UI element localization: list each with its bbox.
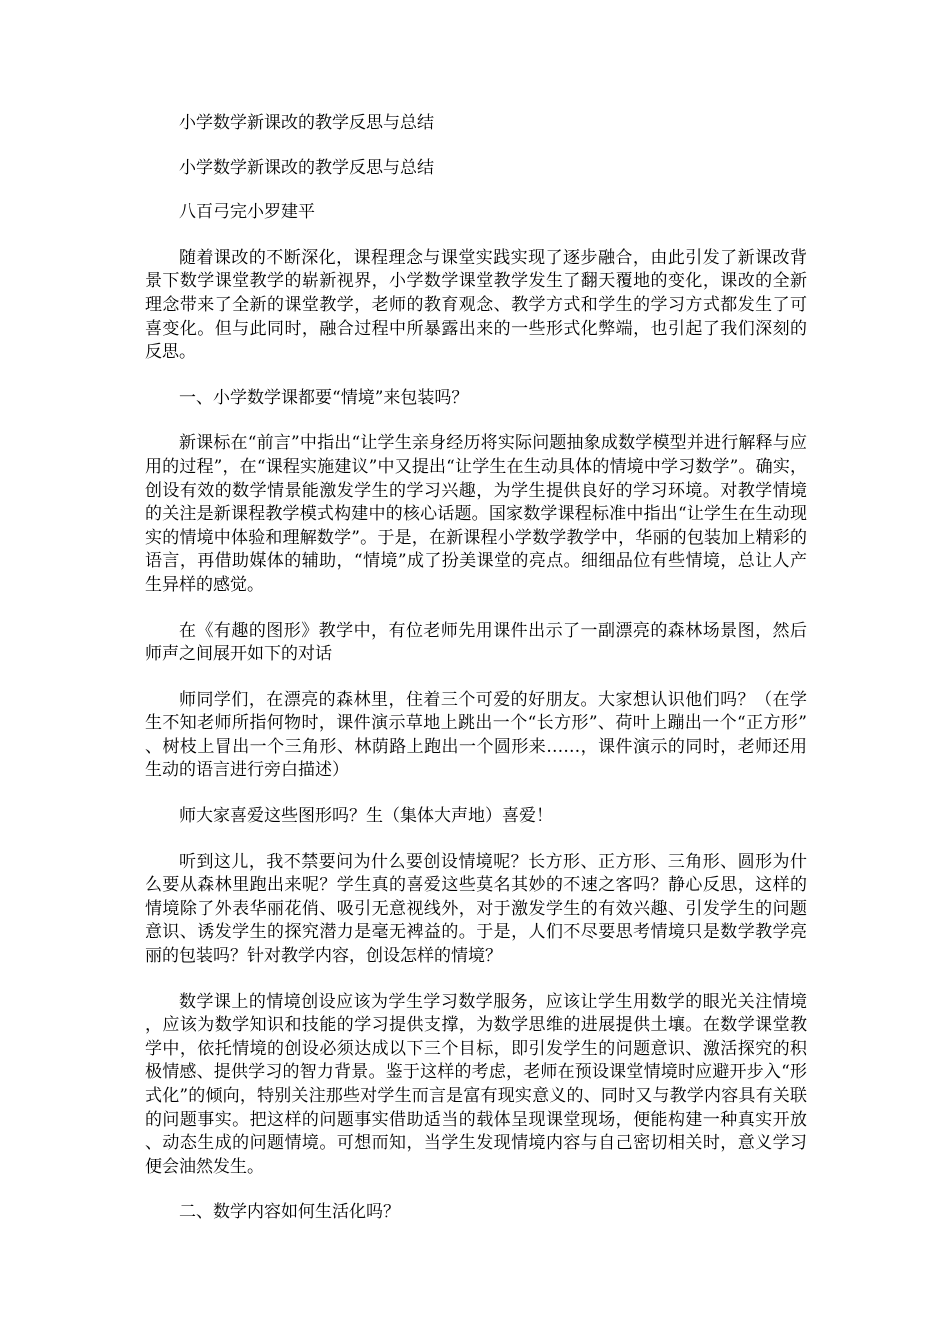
body-paragraph: 在《有趣的图形》教学中，有位老师先用课件出示了一副漂亮的森林场景图，然后师声之间展开如下的对话 bbox=[145, 620, 807, 665]
body-paragraph: 数学课上的情境创设应该为学生学习数学服务，应该让学生用数学的眼光关注情境，应该为数学知识和技能的学习提供支撑，为数学思维的进展提供土壤。在数学课堂教学中，依托情境的创设必须达成以下三个目标，即引发学生的问题意识、激活探究的积极情感、提供学习的智力背景。鉴于这样的考虑，老师在预设课堂情境时应避开步入“形式化”的倾向，特别关注那些对学生而言是富有现实意义的、同时又与教学内容具有关联的问题事实。把这样的问题事实借助适当的载体呈现课堂现场，便能构建一种真实开放、动态生成的问题情境。可想而知，当学生发现情境内容与自己密切相关时，意义学习便会油然发生。 bbox=[145, 991, 807, 1177]
section-heading-2: 二、数学内容如何生活化吗？ bbox=[179, 1202, 400, 1223]
body-paragraph: 新课标在“前言”中指出“让学生亲身经历将实际问题抽象成数学模型并进行解释与应用的过程”，在“课程实施建议”中又提出“让学生在生动具体的情境中学习数学”。确实，创设有效的数学情景能激发学生的学习兴趣，为学生提供良好的学习环境。对教学情境的关注是新课程教学模式构建中的核心话题。国家数学课程标准中指出“让学生在生动现实的情境中体验和理解数学”。于是，在新课程小学数学教学中，华丽的包装加上精彩的语言，再借助媒体的辅助，“情境”成了扮美课堂的亮点。细细品位有些情境，总让人产生异样的感觉。 bbox=[145, 433, 807, 595]
document-subtitle: 小学数学新课改的教学反思与总结 bbox=[179, 157, 434, 178]
body-paragraph: 听到这儿，我不禁要问为什么要创设情境呢？长方形、正方形、三角形、圆形为什么要从森林里跑出来呢？学生真的喜爱这些莫名其妙的不速之客吗？静心反思，这样的情境除了外表华丽花俏、吸引无意视线外，对于激发学生的有效兴趣、引发学生的问题意识、诱发学生的探究潜力是毫无裨益的。于是，人们不尽要思考情境只是数学教学亮丽的包装吗？针对教学内容，创设怎样的情境？ bbox=[145, 851, 807, 967]
document-page bbox=[145, 112, 807, 1225]
document-title: 小学数学新课改的教学反思与总结 bbox=[179, 113, 434, 133]
document-author: 八百弓完小罗建平 bbox=[179, 202, 315, 223]
dialogue-paragraph: 师大家喜爱这些图形吗？生（集体大声地）喜爱！ bbox=[179, 806, 553, 827]
section-heading-1: 一、小学数学课都要“情境”来包装吗？ bbox=[179, 387, 469, 408]
dialogue-paragraph: 师同学们，在漂亮的森林里，住着三个可爱的好朋友。大家想认识他们吗？（在学生不知老师所指何物时，课件演示草地上跳出一个“长方形”、荷叶上蹦出一个“正方形”、树枝上冒出一个三角形、林荫路上跑出一个圆形来……，课件演示的同时，老师还用生动的语言进行旁白描述） bbox=[145, 689, 807, 781]
intro-paragraph: 随着课改的不断深化，课程理念与课堂实践实现了逐步融合，由此引发了新课改背景下数学课堂教学的崭新视界，小学数学课堂教学发生了翻天覆地的变化，课改的全新理念带来了全新的课堂教学，老师的教育观念、教学方式和学生的学习方式都发生了可喜变化。但与此同时，融合过程中所暴露出来的一些形式化弊端，也引起了我们深刻的反思。 bbox=[145, 247, 807, 363]
